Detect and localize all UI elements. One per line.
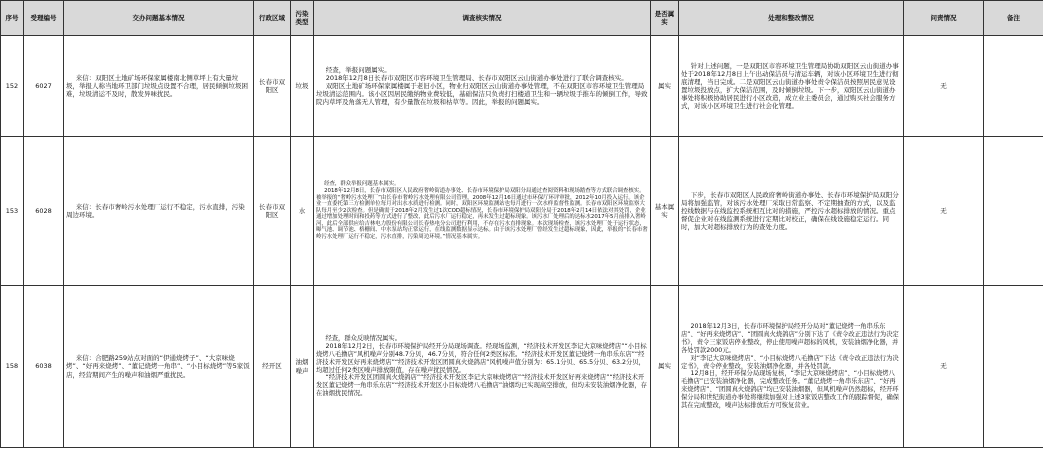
cell-verified: 基本属实 [651,137,679,286]
cell-remarks [984,286,1043,448]
cell-index: 152 [1,36,24,137]
header-investigation: 调查核实情况 [314,1,651,36]
cell-accountability: 无 [904,36,984,137]
cell-handling: 下步，长春市双阳区人民政府奢岭街道办事处、长春市环境保护局双阳分局将加强监管，对该污水处理厂采取日常监察、不定期抽查的方式，以及监控线数据与在线监控系统相互比对的措施，严控污水超标排放的情况。重点督促企业对在线监测系统进行定期比对校正，确保在线设施稳定运行。同时，加大对超标排放行为的查处力度。 [679,137,904,286]
header-remarks: 备注 [984,1,1043,36]
cell-investigation: 经查，举报问题属实。 2018年12月8日长春市双阳区市容环境卫生管理局、长春市双阳区云山街道办事处进行了联合调查核实。 双阳区土地矿场环保家属楼属于老旧小区，物业归双阳区云山街道办事处管理，不在双阳区市容环境卫生管理局垃圾清运范围内。该小区因居民缴纳物业费较低，基础保洁只负责打扫楼道卫生和一辆垃圾手推车的倾倒工作，导致院内草坪及角落无人管理，有少量散在垃圾和枯草等。因此，举报的问题属实。 [314,36,651,137]
cell-index: 153 [1,137,24,286]
cell-handling: 2018年12月3日，长春市环境保护局经开分局对“董记烧烤一角串乐东店”、“好再来烧烤店”、“团圆真火烧鸽店”分别下达了《责令改正违法行为决定书》，责令三家饭店停业整改，停止使用噪声超标的风机，安装油烟净化器，并各处罚款2000元。 对“李记大京味烧烤店”、“小目标烧烤八毛撸店”下达《责令改正违法行为决定书》，责令停业整改，安装油烟净化器，并各处罚款。 12月8日，经开环保分局现场复核，“李记大京味烧烤店”、“小目标烧烤八毛撸店”已安装油烟净化器，完成整改任务。“董记烧烤一角串乐东店”、“好再来烧烤店”、“团圆真火烧鸽店”均已安装油烟器，但风机噪声仍然超标，经开环保分局和世纪街道办事处将继续加强对上述3家饭店整改工作的跟踪督促，确保其在完成整改，噪声达标排放后方可恢复营业。 [679,286,904,448]
cell-case-no: 6038 [24,286,64,448]
cell-issue: 来信：双阳区土地矿场环保家属楼南北侧草坪上有大量垃圾，举报人称当地环卫部门垃圾点设置不合理，居民倾倒垃圾困难，垃圾清运不及时，散发异味扰民。 [64,36,254,137]
cell-investigation: 经查，群众举报问题基本属实。 2018年12月8日，长春市双阳区人民政府奢岭街道办事处、长春市环境保护局双阳分局通过查阅资料和现场踏查等方式联合调查核实。被举报的“奢岭污水处理厂”由长春市奢岭污水处理有限公司管理，2008年12月16日通过市环保厅环评审批，2012年10月投入运行。该企业一直委托第三方检测单位每月对出水水质进行检测。同时，双阳区环境监测站也每月进行一次水样监督性监测。长春市双阳区环境监察大队每月至少2次检查。但是确需于2018年2月发生过1次COD超标情况，长春市环境保护局双阳分局于2018年2月14日依法对其处罚，企业通过增加处理时间和投药等方式进行了整改，此后污水厂运行稳定，再未发生过超标现象。该污水厂处理后的达标水2017年5月前排入奢岭河，此后全部供应给吉林电力股份有限公司长春热电分公司进行利用，不存在污水直排现象。本次现场检查，该污水处理厂处于运行状态，曝气池、调节池、格栅间、中水泵站均正常运行，在线监测数据显示达标。由于该污水处理厂曾经发生过超标现象，因此，举报的“长春市奢岭污水处理厂运行不稳定，污水直排，污染周边环境。”情况基本属实。 [314,137,651,286]
cell-case-no: 6027 [24,36,64,137]
header-handling: 处理和整改情况 [679,1,904,36]
cell-verified: 属实 [651,36,679,137]
table-row [1,286,1043,448]
header-district: 行政区域 [254,1,291,36]
header-pollution-type: 污染类型 [291,1,314,36]
cell-remarks [984,36,1043,137]
header-verified: 是否属实 [651,1,679,36]
header-row [1,1,1043,36]
cell-accountability: 无 [904,137,984,286]
cell-issue: 来信：长春市奢岭污水处理厂运行不稳定，污水直排，污染周边环境。 [64,137,254,286]
cell-district: 长春市双阳区 [254,137,291,286]
cell-index: 158 [1,286,24,448]
cell-verified: 属实 [651,286,679,448]
cell-district: 经开区 [254,286,291,448]
cell-investigation: 经查，群众反映情况属实。 2018年12月2日，长春市环境保护局经开分局现场调查。经现场监测，“经济技术开发区李记大京味烧烤店”“小目标烧烤八毛撸店”风机噪声分别48.7分贝，46.7分贝，符合任何2类区标准。“经济技术开发区董记烧烤一角串乐东店”“经济技术开发区好再来烧烤店”“经济技术开发区团圆真火烧鸽店”风机噪声值分别为：65.1分贝、65.5分贝、63.2分贝，均超过任何2类区噪声排放限值，存在噪声扰民情况。 “经济技术开发区团圆真火烧鸽店”“经济技术开发区李记大京味烧烤店”“经济技术开发区好再来烧烤店”“经济技术开发区董记烧烤一角串乐东店”“经济技术开发区小目标烧烤八毛撸店”油烟均已实现高空排放，但均未安装油烟净化器，存在油烟扰民情况。 [314,286,651,448]
header-case-no: 受理编号 [24,1,64,36]
cell-issue: 来信：合肥路259站点对面的“伊通烧烤子”、“大京味烧烤”、“好再来烧烤”、“董记烧烤一角串”、“小目标烧烤”等5家饭店，经营期间产生的噪声和油烟严重扰民。 [64,286,254,448]
header-index: 序号 [1,1,24,36]
cell-district: 长春市双阳区 [254,36,291,137]
header-issue: 交办问题基本情况 [64,1,254,36]
cell-accountability: 无 [904,286,984,448]
cell-pollution-type: 水 [291,137,314,286]
cell-pollution-type: 垃圾 [291,36,314,137]
cell-remarks [984,137,1043,286]
table-row [1,137,1043,286]
table-row [1,36,1043,137]
cell-case-no: 6028 [24,137,64,286]
cell-pollution-type: 油烟噪声 [291,286,314,448]
header-accountability: 问责情况 [904,1,984,36]
cell-handling: 针对上述问题，一是双阳区市容环境卫生管理局协助双阳区云山街道办事处于2018年12月8日上午出动保洁员与清运车辆，对该小区环境卫生进行彻底清理，当日完成。二是双阳区云山街道办事处责令保洁员按照居民意见设置垃圾投放点，扩大保洁范围，及时倾倒垃圾。下一步，双阳区云山街道办事处将积极协助居民进行小区改造，成立业主委员会，通过购买社会服务方式，对该小区环境卫生进行社会化管理。 [679,36,904,137]
